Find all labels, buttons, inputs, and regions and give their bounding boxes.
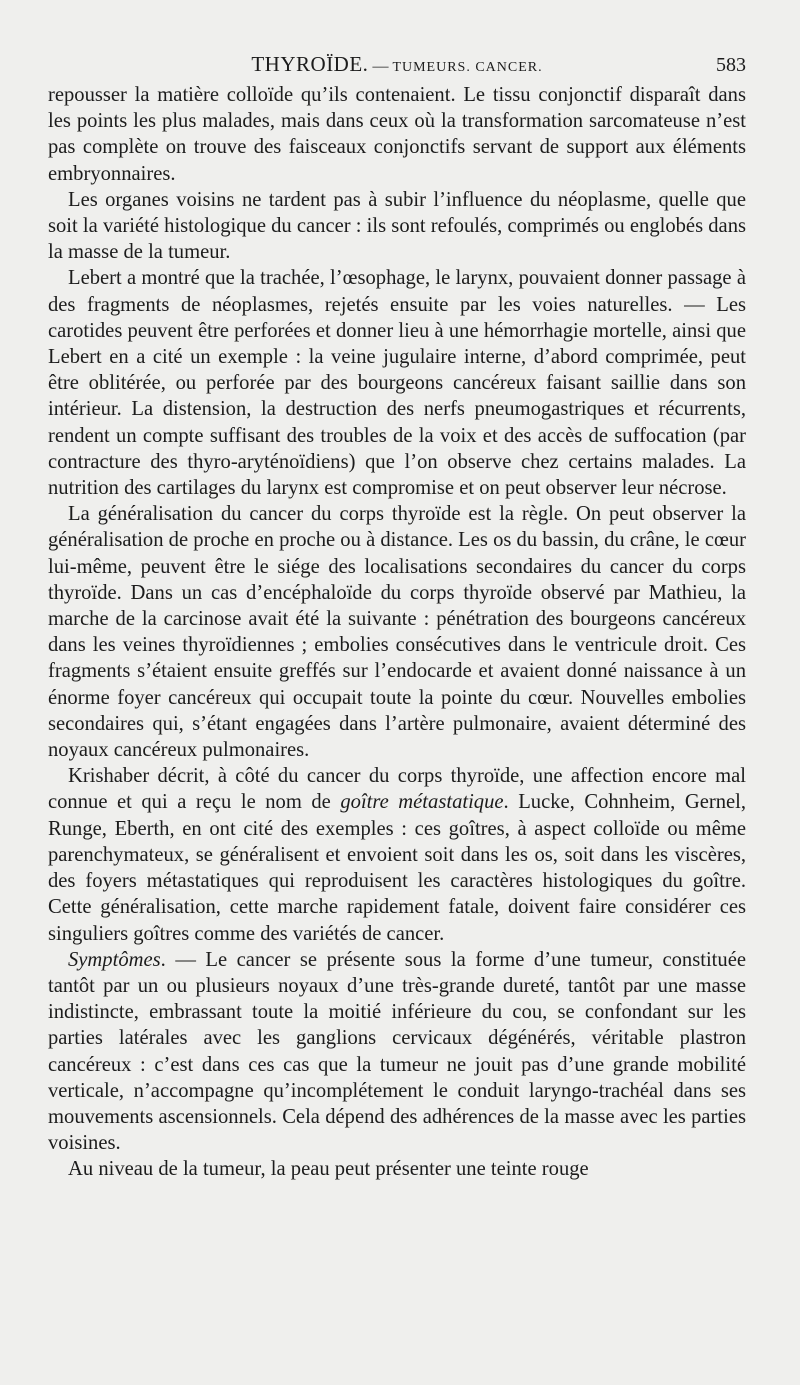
running-title: THYROÏDE.: [251, 52, 369, 76]
body-text: [48, 82, 746, 1183]
paragraph-lebert: Lebert a montré que la trachée, l’œsophage, le larynx, pouvaient donner passage à des fragments de néoplasmes, rejetés ensuite par les voies naturelles. — Les carotides peuvent être perforées et donner lieu à une hémorrhagie mortelle, ainsi que Lebert en a cité un exemple : la veine jugulaire interne, d’abord comprimée, peut être oblitérée, ou perforée par des bourgeons cancéreux faisant saillie dans son intérieur. La distension, la destruction des nerfs pneumogastriques et récurrents, rendent un compte suffisant des troubles de la voix et des accès de suffocation (par contracture des thyro-aryténoïdiens) que l’on observe chez certains malades. La nutrition des cartilages du larynx est compromise et on peut observer leur nécrose.: [48, 267, 746, 500]
paragraph-krishaber-end: . Lucke, Cohnheim, Gernel, Runge, Eberth, en ont cité des exemples : ces goîtres, à aspect colloïde ou même parenchymateux, se généralisent et envoient soit dans les os, soit dans les viscères, des foyers métastatiques qui reproduisent les caractères histologiques du goître. Cette généralisation, cette marche rapidement fatale, doivent faire considérer ces singuliers goîtres comme des variétés de cancer.: [48, 791, 747, 945]
paragraph-organes-voisins: Les organes voisins ne tardent pas à subir l’influence du néoplasme, quelle que soit la variété histologique du cancer : ils sont refoulés, comprimés ou englobés dans la masse de la tumeur.: [48, 188, 746, 264]
running-header: [48, 52, 746, 82]
page-number: 583: [716, 54, 746, 76]
paragraph-au-niveau: Au niveau de la tumeur, la peau peut présenter une teinte rouge: [68, 1158, 589, 1181]
paragraph-symptomes: [48, 947, 746, 1157]
paragraph-krishaber: [48, 763, 746, 946]
section-heading-symptomes: Symptômes: [68, 948, 161, 971]
paragraph-symptomes-text: . — Le cancer se présente sous la forme d’une tumeur, constituée tantôt par un ou plusieurs noyaux d’une très-grande dureté, tantôt par une masse indistincte, embrassant toute la moitié inférieure du cou, se confondant sur les parties latérales avec les ganglions cervicaux dégénérés, véritable plastron cancéreux : c’est dans ces cas que la tumeur ne jouit pas d’une grande mobilité verticale, n’accompagne qu’incomplétement le conduit laryngo-trachéal dans ses mouvements ascensionnels. Cela dépend des adhérences de la masse avec les parties voisines.: [48, 948, 746, 1155]
term-goitre-metastatique: goître métastatique: [340, 791, 504, 814]
paragraph-krishaber-start: Krishaber décrit, à côté du cancer du corps thyroïde, une affection encore mal connue et qui a reçu le nom de: [48, 765, 746, 814]
running-subtitle: TUMEURS. CANCER.: [392, 60, 543, 75]
paragraph-generalisation: La généralisation du cancer du corps thyroïde est la règle. On peut observer la généralisation de proche en proche ou à distance. Les os du bassin, du crâne, le cœur lui-même, peuvent être le siége des localisations secondaires du cancer du corps thyroïde. Dans un cas d’encéphaloïde du corps thyroïde observé par Mathieu, la marche de la carcinose avait été la suivante : pénétration des bourgeons cancéreux dans les veines thyroïdiennes ; embolies consécutives dans le ventricule droit. Ces fragments s’étaient ensuite greffés sur l’endocarde et avaient donné naissance à un énorme foyer cancéreux qui occupait toute la pointe du cœur. Nouvelles embolies secondaires qui, s’étant engagées dans l’artère pulmonaire, avaient déterminé des noyaux cancéreux pulmonaires.: [48, 503, 746, 762]
paragraph-continued: repousser la matière colloïde qu’ils contenaient. Le tissu conjonctif disparaît dans les points les plus malades, mais dans ceux où la transformation sarcomateuse n’est pas complète on trouve des faisceaux conjonctifs servant de support aux éléments embryonnaires.: [48, 84, 746, 185]
header-dash: —: [372, 58, 389, 75]
